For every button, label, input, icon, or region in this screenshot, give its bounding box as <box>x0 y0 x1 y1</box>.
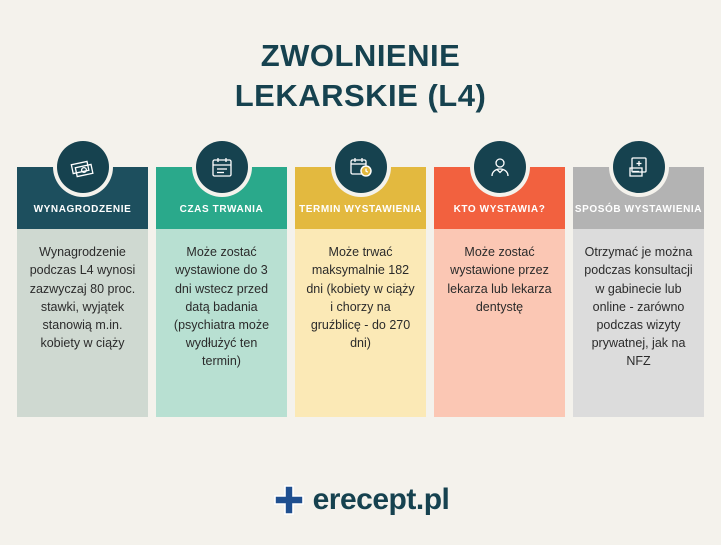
column-text-wynagrodzenie: Wynagrodzenie podczas L4 wynosi zazwyczaj 80 proc. stawki, wyjątek stanowią m.in. kobiety w ciąży <box>29 245 136 350</box>
money-banknotes-icon <box>57 141 109 193</box>
column-text-termin-wystawienia: Może trwać maksymalnie 182 dni (kobiety w ciąży i chorzy na gruźblicę - do 270 dni) <box>306 245 415 350</box>
doctor-icon <box>474 141 526 193</box>
brand-logo <box>0 483 721 517</box>
page-title-line-2: LEKARSKIE (L4) <box>234 77 487 113</box>
column-header-kto-wystawia: KTO WYSTAWIA? <box>434 167 565 229</box>
column-body-kto-wystawia <box>434 229 565 417</box>
columns-container <box>11 141 711 417</box>
column-termin-wystawienia <box>295 141 426 417</box>
column-czas-trwania <box>156 141 287 417</box>
column-kto-wystawia <box>434 141 565 417</box>
column-body-sposob-wystawienia <box>573 229 704 417</box>
column-wynagrodzenie <box>17 141 148 417</box>
column-header-wynagrodzenie: WYNAGRODZENIE <box>17 167 148 229</box>
document-medical-icon <box>613 141 665 193</box>
column-body-czas-trwania <box>156 229 287 417</box>
column-sposob-wystawienia <box>573 141 704 417</box>
calendar-clock-icon <box>335 141 387 193</box>
column-text-czas-trwania: Może zostać wystawione do 3 dni wstecz przed datą badania (psychiatra może wydłużyć ten termin) <box>173 245 270 369</box>
column-text-sposob-wystawienia: Otrzymać je można podczas konsultacji w gabinecie lub online - zarówno podczas wizyty prywatnej, jak na NFZ <box>584 245 693 369</box>
calendar-icon <box>196 141 248 193</box>
column-header-czas-trwania: CZAS TRWANIA <box>156 167 287 229</box>
column-text-kto-wystawia: Może zostać wystawione przez lekarza lub lekarza dentystę <box>447 245 552 314</box>
page-title-line-1: ZWOLNIENIE <box>260 38 461 73</box>
medical-cross-icon <box>272 483 306 517</box>
brand-name: erecept.pl <box>312 483 450 516</box>
column-header-sposob-wystawienia: SPOSÓB WYSTAWIENIA <box>573 167 704 229</box>
column-header-termin-wystawienia: TERMIN WYSTAWIENIA <box>295 167 426 229</box>
page-title <box>235 36 487 115</box>
column-body-termin-wystawienia <box>295 229 426 417</box>
column-body-wynagrodzenie <box>17 229 148 417</box>
